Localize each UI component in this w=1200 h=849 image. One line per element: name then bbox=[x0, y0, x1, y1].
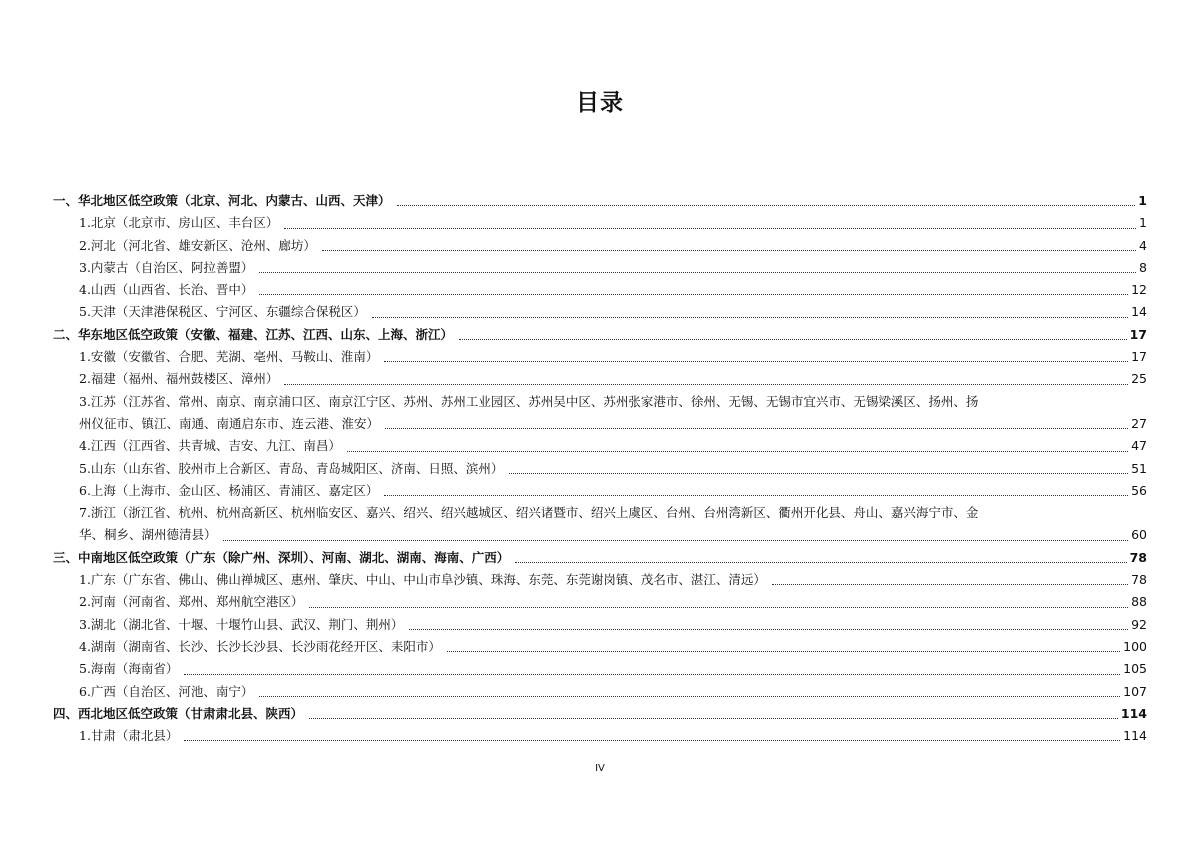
dot-leader bbox=[772, 584, 1128, 585]
toc-entry-text: 5.天津（天津港保税区、宁河区、东疆综合保税区） bbox=[79, 304, 366, 320]
toc-page-number: 17 bbox=[1129, 326, 1147, 342]
toc-entry-text: 4.江西（江西省、共青城、吉安、九江、南昌） bbox=[79, 438, 341, 454]
toc-entry-text: 7.浙江（浙江省、杭州、杭州高新区、杭州临安区、嘉兴、绍兴、绍兴越城区、绍兴诸暨市、绍兴上虞区、台州、台州湾新区、衢州开化县、舟山、嘉兴海宁市、金 bbox=[79, 505, 979, 521]
toc-entry-guangdong[interactable] bbox=[53, 569, 1147, 591]
table-of-contents bbox=[53, 190, 1147, 747]
toc-page-number: 114 bbox=[1120, 705, 1147, 721]
toc-entry-shanghai[interactable] bbox=[53, 480, 1147, 502]
toc-page-number: 56 bbox=[1131, 482, 1147, 498]
dot-leader bbox=[372, 317, 1128, 318]
toc-entry-guangxi[interactable] bbox=[53, 681, 1147, 703]
toc-page-number: 14 bbox=[1131, 304, 1147, 320]
toc-entry-text: 3.湖北（湖北省、十堰、十堰竹山县、武汉、荆门、荆州） bbox=[79, 616, 404, 632]
toc-entry-hubei[interactable] bbox=[53, 614, 1147, 636]
dot-leader bbox=[385, 428, 1128, 429]
toc-page-number: 105 bbox=[1123, 661, 1147, 677]
toc-entry-text: 1.广东（广东省、佛山、佛山禅城区、惠州、肇庆、中山、中山市阜沙镇、珠海、东莞、东莞谢岗镇、茂名市、湛江、清远） bbox=[79, 572, 766, 588]
toc-entry-text: 3.内蒙古（自治区、阿拉善盟） bbox=[79, 259, 254, 275]
dot-leader bbox=[184, 740, 1120, 741]
toc-entry-text: 4.湖南（湖南省、长沙、长沙长沙县、长沙雨花经开区、耒阳市） bbox=[79, 638, 441, 654]
dot-leader bbox=[259, 272, 1136, 273]
toc-entry-zhejiang[interactable] bbox=[53, 502, 1147, 547]
toc-entry-text: 2.福建（福州、福州鼓楼区、漳州） bbox=[79, 371, 279, 387]
toc-entry-text: 一、华北地区低空政策（北京、河北、内蒙古、山西、天津） bbox=[53, 193, 391, 208]
dot-leader bbox=[284, 228, 1136, 229]
dot-leader bbox=[259, 294, 1128, 295]
toc-entry-jiangsu[interactable] bbox=[53, 391, 1147, 436]
toc-entry-text: 1.安徽（安徽省、合肥、芜湖、亳州、马鞍山、淮南） bbox=[79, 349, 379, 365]
toc-page-number: 78 bbox=[1131, 572, 1147, 588]
toc-entry-text: 6.广西（自治区、河池、南宁） bbox=[79, 683, 254, 699]
page-title: 目录 bbox=[576, 90, 624, 116]
toc-page-number: 8 bbox=[1139, 259, 1147, 275]
dot-leader bbox=[284, 384, 1128, 385]
toc-entry-text: 5.山东（山东省、胶州市上合新区、青岛、青岛城阳区、济南、日照、滨州） bbox=[79, 460, 504, 476]
toc-page-number: 100 bbox=[1123, 638, 1147, 654]
toc-section-central-south[interactable] bbox=[53, 547, 1147, 569]
dot-leader bbox=[409, 629, 1128, 630]
dot-leader bbox=[447, 651, 1120, 652]
dot-leader bbox=[322, 250, 1136, 251]
toc-page-number: 27 bbox=[1131, 415, 1147, 431]
toc-entry-text: 二、华东地区低空政策（安徽、福建、江苏、江西、山东、上海、浙江） bbox=[53, 326, 454, 342]
toc-entry-jiangxi[interactable] bbox=[53, 435, 1147, 457]
toc-entry-hainan[interactable] bbox=[53, 658, 1147, 680]
toc-entry-hebei[interactable] bbox=[53, 235, 1147, 257]
dot-leader bbox=[259, 696, 1120, 697]
toc-page-number: 12 bbox=[1131, 282, 1147, 298]
dot-leader bbox=[397, 205, 1136, 206]
toc-page-number: 1 bbox=[1138, 193, 1147, 208]
toc-page-number: 60 bbox=[1131, 527, 1147, 543]
dot-leader bbox=[184, 674, 1120, 675]
toc-entry-hunan[interactable] bbox=[53, 636, 1147, 658]
toc-page-number: 92 bbox=[1131, 616, 1147, 632]
toc-entry-text: 2.河南（河南省、郑州、郑州航空港区） bbox=[79, 594, 304, 610]
toc-page-number: 25 bbox=[1131, 371, 1147, 387]
dot-leader bbox=[309, 718, 1118, 719]
toc-entry-text: 1.甘肃（肃北县） bbox=[79, 728, 179, 744]
page-number-footer: IV bbox=[595, 763, 605, 774]
toc-section-north[interactable] bbox=[53, 190, 1147, 212]
toc-entry-text: 三、中南地区低空政策（广东（除广州、深圳）、河南、湖北、湖南、海南、广西） bbox=[53, 549, 510, 565]
toc-entry-text: 四、西北地区低空政策（甘肃肃北县、陕西） bbox=[53, 705, 304, 721]
toc-entry-beijing[interactable] bbox=[53, 212, 1147, 234]
dot-leader bbox=[515, 562, 1126, 563]
toc-entry-shandong[interactable] bbox=[53, 458, 1147, 480]
toc-page-number: 47 bbox=[1131, 438, 1147, 454]
dot-leader bbox=[309, 607, 1128, 608]
toc-entry-text: 2.河北（河北省、雄安新区、沧州、廊坊） bbox=[79, 237, 316, 253]
toc-entry-text: 6.上海（上海市、金山区、杨浦区、青浦区、嘉定区） bbox=[79, 482, 379, 498]
toc-page-number: 4 bbox=[1139, 237, 1147, 253]
toc-section-east[interactable] bbox=[53, 324, 1147, 346]
toc-section-northwest[interactable] bbox=[53, 703, 1147, 725]
dot-leader bbox=[384, 361, 1128, 362]
toc-entry-tianjin[interactable] bbox=[53, 301, 1147, 323]
toc-entry-gansu[interactable] bbox=[53, 725, 1147, 747]
dot-leader bbox=[347, 451, 1128, 452]
dot-leader bbox=[384, 495, 1128, 496]
toc-page-number: 88 bbox=[1131, 594, 1147, 610]
toc-page-number: 78 bbox=[1129, 549, 1147, 565]
toc-entry-neimenggu[interactable] bbox=[53, 257, 1147, 279]
toc-entry-fujian[interactable] bbox=[53, 368, 1147, 390]
toc-entry-henan[interactable] bbox=[53, 591, 1147, 613]
toc-page-number: 51 bbox=[1131, 460, 1147, 476]
toc-entry-text: 3.江苏（江苏省、常州、南京、南京浦口区、南京江宁区、苏州、苏州工业园区、苏州吴中区、苏州张家港市、徐州、无锡、无锡市宜兴市、无锡梁溪区、扬州、扬 bbox=[79, 393, 979, 409]
toc-page-number: 107 bbox=[1123, 683, 1147, 699]
dot-leader bbox=[509, 473, 1128, 474]
toc-page-number: 1 bbox=[1139, 215, 1147, 231]
toc-page-number: 114 bbox=[1123, 728, 1147, 744]
toc-page-number: 17 bbox=[1131, 349, 1147, 365]
toc-entry-text: 5.海南（海南省） bbox=[79, 661, 179, 677]
toc-entry-text: 1.北京（北京市、房山区、丰台区） bbox=[79, 215, 279, 231]
dot-leader bbox=[459, 339, 1127, 340]
toc-entry-anhui[interactable] bbox=[53, 346, 1147, 368]
dot-leader bbox=[223, 540, 1129, 541]
toc-entry-shanxi[interactable] bbox=[53, 279, 1147, 301]
toc-entry-text: 4.山西（山西省、长治、晋中） bbox=[79, 282, 254, 298]
toc-entry-text-continued: 华、桐乡、湖州德清县） bbox=[79, 527, 217, 543]
toc-entry-text-continued: 州仪征市、镇江、南通、南通启东市、连云港、淮安） bbox=[79, 415, 380, 431]
